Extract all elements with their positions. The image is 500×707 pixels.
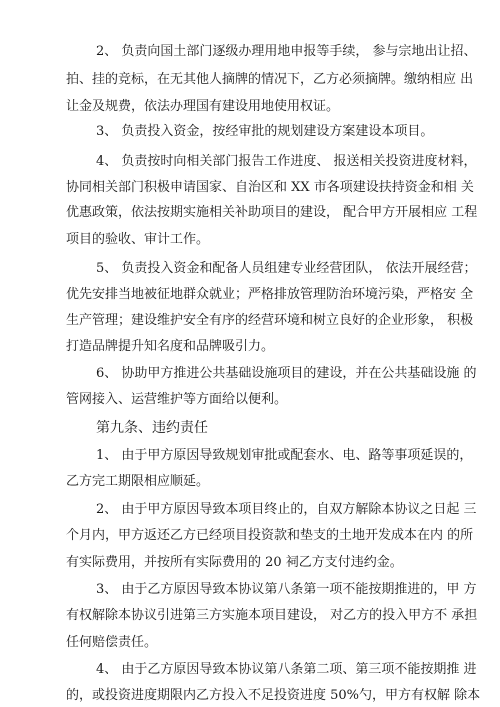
text-line: 个月内，甲方返还乙方已经项目投资款和垫支的土地开发成本在内 的所 [66, 528, 474, 543]
text-line: 管网接入、运营维护等方面给以便利。 [66, 392, 288, 407]
text-line: 6、 协助甲方推进公共基础设施项目的建设，并在公共基础设施 的 [96, 366, 477, 381]
text-line: 优惠政策，依法按期实施相关补助项目的建设， 配合甲方开展相应 工程 [66, 205, 478, 220]
text-line: 让金及规费，依法办理国有建设用地使用权证。 [66, 99, 340, 114]
text-line: 3、 由于乙方原因导致本协议第八条第一项不能按期推进的，甲 方 [96, 582, 477, 597]
text-line: 有权解除本协议引进第三方实施本项目建设， 对乙方的投入甲方不 承担 [66, 608, 478, 623]
text-line: 3、 负责投入资金，按经审批的规划建设方案建设本项目。 [96, 124, 434, 139]
text-line: 优先安排当地被征地群众就业；严格排放管理防治环境污染，严格安 全 [66, 287, 474, 302]
text-line: 5、 负责投入资金和配备人员组建专业经营团队， 依法开展经营； [96, 261, 477, 276]
text-line: 2、 负责向国土部门逐级办理用地申报等手续， 参与宗地出让招、 [96, 44, 477, 59]
text-line: 4、 负责按时向相关部门报告工作进度、 报送相关投资进度材料， [96, 154, 477, 169]
text-line: 项目的验收、审计工作。 [66, 232, 210, 247]
text-line: 任何赔偿责任。 [66, 635, 158, 650]
text-line: 协同相关部门积极申请国家、自治区和 XX 市各项建设扶持资金和相 关 [66, 180, 474, 195]
text-line: 的，或投资进度期限内乙方投入不足投资进度 50%勺，甲方有权解 除本 [66, 688, 481, 703]
text-line: 1、 由于甲方原因导致规划审批或配套水、电、路等事项延误的， [96, 448, 473, 463]
text-line: 打造品牌提升知名度和品牌吸引力。 [66, 339, 275, 354]
text-line: 拍、挂的竞标，在无其他人摘牌的情况下，乙方必须摘牌。缴纳相应 出 [66, 72, 474, 87]
text-line: 2、 由于甲方原因导致本项目终止的，自双方解除本协议之日起 三 [96, 502, 477, 517]
text-line: 乙方完工期限相应顺延。 [66, 474, 210, 489]
text-line: 有实际费用，并按所有实际费用的 20 祠乙方支付违约金。 [66, 555, 403, 570]
text-line: 生产管理；建设维护安全有序的经营环境和树立良好的企业形象， 积极 [66, 313, 474, 328]
text-line: 4、 由于乙方原因导致本协议第八条第二项、第三项不能按期推 进 [96, 662, 477, 677]
section-heading: 第九条、违约责任 [96, 420, 208, 436]
